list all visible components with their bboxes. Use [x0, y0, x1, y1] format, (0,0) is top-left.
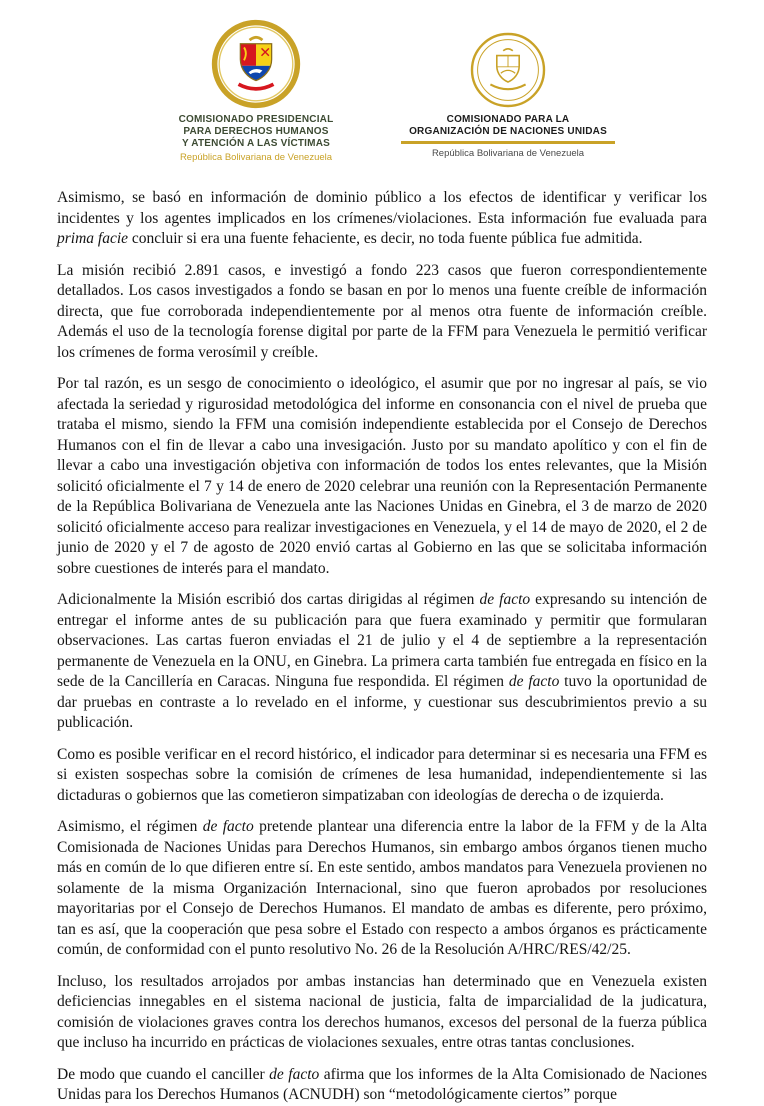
- text-segment: tuvo la oportunidad de dar pruebas en contraste a lo revelado en el informe, y cuestionar sus descubrimientos previo a su publicación.: [57, 673, 707, 731]
- italic-text-segment: de facto: [202, 818, 254, 835]
- paragraph: [57, 972, 707, 1054]
- left-seal-country: República Bolivariana de Venezuela: [179, 152, 333, 163]
- text-segment: De modo que cuando el canciller: [57, 1065, 270, 1083]
- document-body: [57, 188, 707, 1106]
- right-seal-country: República Bolivariana de Venezuela: [431, 148, 585, 159]
- text-segment: concluir si era una fuente fehaciente, es decir, no toda fuente pública fue admitida.: [128, 230, 643, 247]
- text-segment: pretende plantear una diferencia entre la labor de la FFM y de la Alta Comisionada de Naciones Unidas para Derechos Humanos, sin embargo ambos órganos tienen mucho más en común de lo que difieren entre sí. En este sentido, ambos mandatos para Venezuela provienen no solamente de la misma Organización Internacional, sino que fueron aprobados por resoluciones mayoritarias por el Consejo de Derechos Humanos. El mandato de ambas es diferente, pero próximo, tan es así, que la cooperación que pesa sobre el Estado con respecto a ambos órganos es prácticamente común, de conformidad con el punto resolutivo No. 26 de la Resolución A/HRC/RES/42/25.: [57, 818, 707, 958]
- right-seal-title-line: COMISIONADO PARA LA: [446, 114, 570, 125]
- text-segment: Adicionalmente la Misión escribió dos cartas dirigidas al régimen: [57, 591, 480, 608]
- paragraph: [57, 188, 707, 250]
- paragraph: [57, 1065, 707, 1106]
- left-seal-title-line: Y ATENCIÓN A LAS VÍCTIMAS: [182, 138, 330, 149]
- paragraph: [57, 745, 707, 807]
- text-segment: Como es posible verificar en el record histórico, el indicador para determinar si es necesaria una FFM es si existen sospechas sobre la comisión de crímenes de lesa humanidad, independientemente si las dictaduras o gobiernos que las cometieron simpatizaban con ideologías de derecha o de izquierda.: [57, 745, 707, 804]
- text-segment: afirma que los informes de la Alta Comisionado de Naciones Unidas para los Derechos Humanos (ACNUDH) son “metodológicamente ciertos” porque: [57, 1065, 707, 1103]
- gold-coat-of-arms-icon: [468, 14, 548, 110]
- italic-text-segment: de facto: [508, 673, 560, 690]
- un-commissioner-seal-block: [389, 14, 627, 160]
- text-segment: Por tal razón, es un sesgo de conocimiento o ideológico, el asumir que por no ingresar al país, se vio afectada la seriedad y rigurosidad metodológica del informe en consonancia con el nivel de prueba que trataba el mismo, siendo la FFM una comisión independiente establecida por el Consejo de Derechos Humanos con el fin de llevar a cabo una invesigación. Justo por su mandato apolítico y con el fin de llevar a cabo una investigación objetiva con información de todos los entes relevantes, que la Misión solicitó oficialmente el 7 y 14 de enero de 2020 celebrar una reunión con la Representación Permanente de la República Bolivariana de Venezuela ante las Naciones Unidas en Ginebra, el 3 de marzo de 2020 solicitó oficialmente acceso para realizar investigaciones en Venezuela, y el 14 de mayo de 2020, el 2 de junio de 2020 y el 7 de agosto de 2020 envió cartas al Gobierno en las que se solicitaba información sobre cuestiones de interés para el mandato.: [57, 375, 707, 577]
- left-seal-title-line: PARA DERECHOS HUMANOS: [183, 126, 329, 137]
- paragraph: [57, 590, 707, 734]
- right-seal-title-line: ORGANIZACIÓN DE NACIONES UNIDAS: [409, 126, 607, 137]
- gold-underline-bar: [401, 141, 615, 144]
- text-segment: Asimismo, se basó en información de dominio público a los efectos de identificar y verificar los incidentes y los agentes implicados en los crímenes/violaciones. Esta información fue evaluada para: [57, 189, 707, 227]
- letterhead: [57, 14, 707, 164]
- venezuela-coat-of-arms-icon: [210, 14, 302, 110]
- italic-text-segment: prima facie: [57, 230, 129, 247]
- text-segment: Asimismo, el régimen: [57, 818, 203, 835]
- right-seal-title: [409, 114, 607, 138]
- italic-text-segment: de facto: [479, 591, 531, 608]
- italic-text-segment: de facto: [269, 1065, 320, 1083]
- text-segment: Incluso, los resultados arrojados por ambas instancias han determinado que en Venezuela existen deficiencias innegables en el sistema nacional de justicia, falta de imparcialidad de la judicatura, comisión de violaciones graves contra los derechos humanos, excesos del personal de la fuerza pública que incluso ha incurrido en prácticas de violaciones sexuales, entre otras tantas conclusiones.: [57, 972, 707, 1051]
- presidential-commissioner-seal-block: [137, 14, 375, 164]
- left-seal-title-line: COMISIONADO PRESIDENCIAL: [178, 114, 334, 125]
- text-segment: expresando su intención de entregar el informe antes de su publicación para que fuera examinado y permitir que formularan observaciones. Las cartas fueron enviadas el 21 de julio y el 4 de septiembre a la representación permanente de Venezuela en la ONU, en Ginebra. La primera carta también fue entregada en físico en la sede de la Cancillería en Caracas. Ninguna fue respondida. El régimen: [57, 591, 707, 690]
- text-segment: La misión recibió 2.891 casos, e investigó a fondo 223 casos que fueron correspondientemente detallados. Los casos investigados a fondo se basan en por lo menos una fuente creíble de información directa, que fue corroborada independientemente por al menos otra fuente de información creíble. Además el uso de la tecnología forense digital por parte de la FFM para Venezuela le permitió verificar los crímenes de forma verosímil y creíble.: [57, 261, 707, 361]
- paragraph: [57, 817, 707, 961]
- paragraph: [57, 374, 707, 579]
- paragraph: [57, 261, 707, 364]
- left-seal-title: [179, 114, 334, 150]
